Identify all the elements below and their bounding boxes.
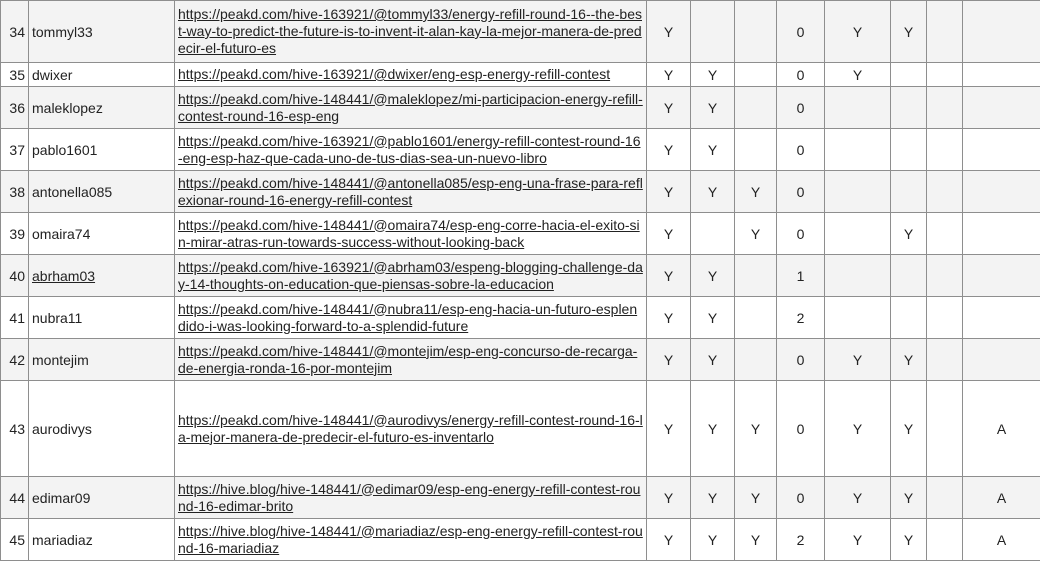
flag-cell[interactable] — [927, 297, 963, 339]
flag-cell[interactable] — [825, 87, 891, 129]
row-number-cell: 40 — [1, 255, 29, 297]
flag-cell[interactable]: Y — [735, 381, 777, 477]
table-row — [1, 255, 1040, 297]
flag-cell[interactable]: Y — [891, 1, 927, 63]
flag-cell[interactable] — [735, 339, 777, 381]
flag-cell[interactable] — [735, 87, 777, 129]
flag-cell[interactable] — [891, 255, 927, 297]
post-link[interactable]: https://hive.blog/hive-148441/@mariadiaz/esp-eng-energy-refill-contest-round-16-mariadiaz — [178, 522, 643, 556]
grade-cell[interactable] — [963, 213, 1040, 255]
flag-cell[interactable] — [891, 297, 927, 339]
flag-cell[interactable]: Y — [691, 129, 735, 171]
flag-cell[interactable]: Y — [647, 129, 691, 171]
post-link-cell — [175, 1, 647, 63]
flag-cell[interactable] — [927, 213, 963, 255]
flag-cell[interactable]: Y — [647, 519, 691, 561]
flag-cell[interactable]: Y — [691, 297, 735, 339]
flag-cell[interactable] — [927, 87, 963, 129]
post-link-cell — [175, 381, 647, 477]
flag-cell[interactable]: Y — [825, 63, 891, 87]
post-link-cell — [175, 171, 647, 213]
flag-cell[interactable] — [735, 297, 777, 339]
flag-cell[interactable]: Y — [735, 171, 777, 213]
post-link[interactable]: https://peakd.com/hive-163921/@abrham03/espeng-blogging-challenge-day-14-thoughts-on-education-que-piensas-sobre-la-educacion — [178, 258, 643, 292]
count-cell[interactable]: 0 — [777, 477, 825, 519]
flag-cell[interactable]: Y — [647, 255, 691, 297]
flag-cell[interactable]: Y — [825, 477, 891, 519]
post-link[interactable]: https://peakd.com/hive-148441/@montejim/esp-eng-concurso-de-recarga-de-energia-ronda-16-por-montejim — [178, 342, 638, 376]
username-cell[interactable]: pablo1601 — [29, 129, 175, 171]
grade-cell[interactable] — [963, 129, 1040, 171]
flag-cell[interactable]: Y — [647, 381, 691, 477]
post-link[interactable]: https://peakd.com/hive-148441/@maleklopez/mi-participacion-energy-refill-contest-round-16-esp-eng — [178, 90, 643, 124]
flag-cell[interactable]: Y — [891, 519, 927, 561]
post-link[interactable]: https://peakd.com/hive-148441/@omaira74/esp-eng-corre-hacia-el-exito-sin-mirar-atras-run-towards-success-without-looking-back — [178, 216, 640, 250]
flag-cell[interactable] — [927, 171, 963, 213]
count-cell[interactable]: 0 — [777, 63, 825, 87]
table-row — [1, 129, 1040, 171]
flag-cell[interactable]: Y — [647, 87, 691, 129]
row-number-cell: 42 — [1, 339, 29, 381]
table-row — [1, 339, 1040, 381]
flag-cell[interactable]: Y — [691, 87, 735, 129]
table-row — [1, 171, 1040, 213]
flag-cell[interactable] — [927, 63, 963, 87]
flag-cell[interactable]: Y — [691, 63, 735, 87]
flag-cell[interactable]: Y — [825, 339, 891, 381]
post-link-cell — [175, 87, 647, 129]
flag-cell[interactable] — [735, 255, 777, 297]
flag-cell[interactable] — [927, 129, 963, 171]
flag-cell[interactable]: Y — [891, 213, 927, 255]
flag-cell[interactable]: Y — [691, 255, 735, 297]
flag-cell[interactable]: Y — [691, 519, 735, 561]
post-link-cell — [175, 297, 647, 339]
count-cell[interactable]: 1 — [777, 255, 825, 297]
flag-cell[interactable]: Y — [691, 477, 735, 519]
flag-cell[interactable] — [927, 255, 963, 297]
count-cell[interactable]: 0 — [777, 87, 825, 129]
flag-cell[interactable] — [927, 339, 963, 381]
flag-cell[interactable] — [891, 63, 927, 87]
post-link-cell — [175, 339, 647, 381]
post-link-cell — [175, 255, 647, 297]
flag-cell[interactable] — [825, 297, 891, 339]
flag-cell[interactable]: Y — [647, 1, 691, 63]
post-link[interactable]: https://hive.blog/hive-148441/@edimar09/esp-eng-energy-refill-contest-round-16-edimar-brito — [178, 480, 641, 514]
flag-cell[interactable] — [825, 171, 891, 213]
flag-cell[interactable]: Y — [691, 339, 735, 381]
flag-cell[interactable] — [735, 1, 777, 63]
row-number-cell: 41 — [1, 297, 29, 339]
grade-cell[interactable] — [963, 339, 1040, 381]
flag-cell[interactable] — [691, 1, 735, 63]
flag-cell[interactable] — [735, 129, 777, 171]
post-link[interactable]: https://peakd.com/hive-163921/@tommyl33/energy-refill-round-16--the-best-way-to-predict-the-future-is-to-invent-it-alan-kay-la-mejor-manera-de-predecir-el-futuro-es — [178, 6, 642, 56]
row-number-cell: 36 — [1, 87, 29, 129]
post-link-cell — [175, 213, 647, 255]
table-row — [1, 63, 1040, 87]
flag-cell[interactable] — [927, 381, 963, 477]
count-cell[interactable]: 2 — [777, 519, 825, 561]
username-cell[interactable]: omaira74 — [29, 213, 175, 255]
flag-cell[interactable]: Y — [647, 339, 691, 381]
username-cell — [29, 255, 175, 297]
grade-cell[interactable] — [963, 297, 1040, 339]
flag-cell[interactable] — [927, 519, 963, 561]
grade-cell[interactable] — [963, 87, 1040, 129]
username-cell[interactable]: tommyl33 — [29, 1, 175, 63]
table-row — [1, 381, 1040, 477]
grade-cell[interactable] — [963, 1, 1040, 63]
username-cell[interactable]: nubra11 — [29, 297, 175, 339]
flag-cell[interactable] — [927, 477, 963, 519]
flag-cell[interactable]: Y — [691, 171, 735, 213]
grade-cell[interactable] — [963, 63, 1040, 87]
flag-cell[interactable] — [927, 1, 963, 63]
row-number-cell: 37 — [1, 129, 29, 171]
username-cell[interactable]: maleklopez — [29, 87, 175, 129]
count-cell[interactable]: 0 — [777, 381, 825, 477]
post-link[interactable]: https://peakd.com/hive-148441/@antonella085/esp-eng-una-frase-para-reflexionar-round-16-energy-refill-contest — [178, 174, 643, 208]
flag-cell[interactable]: Y — [647, 297, 691, 339]
count-cell[interactable]: 0 — [777, 171, 825, 213]
flag-cell[interactable]: Y — [891, 477, 927, 519]
post-link[interactable]: https://peakd.com/hive-148441/@aurodivys/energy-refill-contest-round-16-la-mejor-manera-de-predecir-el-futuro-es-inventarlo — [178, 411, 643, 445]
grade-cell[interactable]: A — [963, 381, 1040, 477]
flag-cell[interactable]: Y — [735, 213, 777, 255]
flag-cell[interactable]: Y — [891, 381, 927, 477]
table-row — [1, 87, 1040, 129]
post-link[interactable]: https://peakd.com/hive-148441/@nubra11/esp-eng-hacia-un-futuro-esplendido-i-was-looking-forward-to-a-splendid-future — [178, 300, 638, 334]
row-number-cell: 38 — [1, 171, 29, 213]
username-cell[interactable]: edimar09 — [29, 477, 175, 519]
row-number-cell: 44 — [1, 477, 29, 519]
username-cell[interactable]: dwixer — [29, 63, 175, 87]
flag-cell[interactable]: Y — [735, 519, 777, 561]
flag-cell[interactable]: Y — [825, 381, 891, 477]
count-cell[interactable]: 2 — [777, 297, 825, 339]
flag-cell[interactable]: Y — [735, 477, 777, 519]
table-row — [1, 519, 1040, 561]
post-link-cell — [175, 519, 647, 561]
grade-cell[interactable] — [963, 171, 1040, 213]
flag-cell[interactable] — [691, 213, 735, 255]
flag-cell[interactable] — [825, 129, 891, 171]
table-row — [1, 297, 1040, 339]
flag-cell[interactable]: Y — [647, 171, 691, 213]
username-cell[interactable]: montejim — [29, 339, 175, 381]
flag-cell[interactable]: Y — [825, 1, 891, 63]
flag-cell[interactable]: Y — [691, 381, 735, 477]
post-link[interactable]: https://peakd.com/hive-163921/@dwixer/eng-esp-energy-refill-contest — [178, 66, 611, 82]
flag-cell[interactable] — [735, 63, 777, 87]
flag-cell[interactable] — [891, 129, 927, 171]
count-cell[interactable]: 0 — [777, 213, 825, 255]
post-link-cell — [175, 477, 647, 519]
username-link[interactable]: abrham03 — [32, 267, 96, 284]
flag-cell[interactable]: Y — [647, 213, 691, 255]
table-row — [1, 477, 1040, 519]
row-number-cell: 34 — [1, 1, 29, 63]
username-cell[interactable]: antonella085 — [29, 171, 175, 213]
flag-cell[interactable] — [825, 255, 891, 297]
grade-cell[interactable]: A — [963, 477, 1040, 519]
table-row — [1, 1, 1040, 63]
row-number-cell: 39 — [1, 213, 29, 255]
username-cell[interactable]: aurodivys — [29, 381, 175, 477]
grade-cell[interactable] — [963, 255, 1040, 297]
flag-cell[interactable]: Y — [891, 339, 927, 381]
row-number-cell: 35 — [1, 63, 29, 87]
username-cell[interactable]: mariadiaz — [29, 519, 175, 561]
post-link-cell — [175, 129, 647, 171]
count-cell[interactable]: 0 — [777, 129, 825, 171]
flag-cell[interactable]: Y — [647, 63, 691, 87]
flag-cell[interactable] — [825, 213, 891, 255]
count-cell[interactable]: 0 — [777, 1, 825, 63]
flag-cell[interactable] — [891, 87, 927, 129]
flag-cell[interactable] — [891, 171, 927, 213]
post-link[interactable]: https://peakd.com/hive-163921/@pablo1601/energy-refill-contest-round-16-eng-esp-haz-que-cada-uno-de-tus-dias-sea-un-nuevo-libro — [178, 132, 641, 166]
post-link-cell — [175, 63, 647, 87]
flag-cell[interactable]: Y — [825, 519, 891, 561]
flag-cell[interactable]: Y — [647, 477, 691, 519]
row-number-cell: 43 — [1, 381, 29, 477]
table-row — [1, 213, 1040, 255]
count-cell[interactable]: 0 — [777, 339, 825, 381]
row-number-cell: 45 — [1, 519, 29, 561]
grade-cell[interactable]: A — [963, 519, 1040, 561]
